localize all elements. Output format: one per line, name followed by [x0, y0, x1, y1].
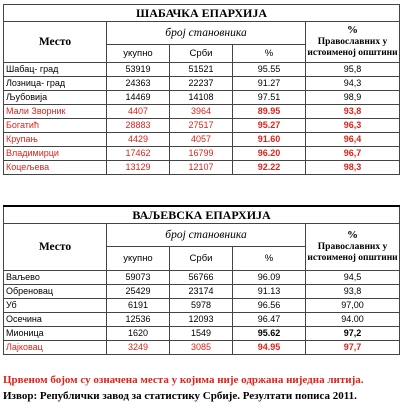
- percent-cell: 97.51: [233, 91, 306, 105]
- percent-cell: 91.27: [233, 77, 306, 91]
- table-sabac-eparchy: [3, 4, 400, 175]
- place-cell: Богатић: [4, 119, 107, 133]
- percent-cell: 95.55: [233, 63, 306, 77]
- place-cell: Коцељева: [4, 161, 107, 175]
- place-header: Место: [4, 224, 107, 271]
- serbs-cell: 14108: [170, 91, 233, 105]
- total-cell: 3249: [107, 341, 170, 355]
- total-cell: 59073: [107, 271, 170, 285]
- total-cell: 4429: [107, 133, 170, 147]
- percent-cell: 91.13: [233, 285, 306, 299]
- place-cell: Крупањ: [4, 133, 107, 147]
- source-note: Извор: Републички завод за статистику Србије. Резултати пописа 2011.: [3, 390, 357, 402]
- place-cell: Љубовија: [4, 91, 107, 105]
- table-row: [4, 119, 400, 133]
- serbs-cell: 12093: [170, 313, 233, 327]
- serbs-cell: 51521: [170, 63, 233, 77]
- orthodox-percent-cell: 97,2: [306, 327, 400, 341]
- percent-cell: 96.47: [233, 313, 306, 327]
- orthodox-percent-cell: 93,8: [306, 105, 400, 119]
- place-cell: Ваљево: [4, 271, 107, 285]
- percent-cell: 92.22: [233, 161, 306, 175]
- orthodox-percent-cell: 96,4: [306, 133, 400, 147]
- serbs-cell: 22237: [170, 77, 233, 91]
- place-cell: Лајковац: [4, 341, 107, 355]
- table-row: [4, 105, 400, 119]
- total-cell: 25429: [107, 285, 170, 299]
- place-cell: Шабац- град: [4, 63, 107, 77]
- serbs-cell: 4057: [170, 133, 233, 147]
- serbs-cell: 23174: [170, 285, 233, 299]
- table-title: ВАЉЕВСКА ЕПАРХИЈА: [4, 206, 400, 224]
- table-row: [4, 147, 400, 161]
- total-cell: 12536: [107, 313, 170, 327]
- total-cell: 13129: [107, 161, 170, 175]
- total-header: укупно: [107, 45, 170, 63]
- orthodox-percent-cell: 94,3: [306, 77, 400, 91]
- serbs-cell: 3085: [170, 341, 233, 355]
- table-row: [4, 77, 400, 91]
- orthodox-percent-symbol: %: [347, 229, 359, 241]
- serbs-cell: 16799: [170, 147, 233, 161]
- percent-cell: 91.60: [233, 133, 306, 147]
- serbs-cell: 27517: [170, 119, 233, 133]
- place-cell: Мали Зворник: [4, 105, 107, 119]
- orthodox-percent-cell: 96,3: [306, 119, 400, 133]
- serbs-cell: 5978: [170, 299, 233, 313]
- percent-cell: 95.62: [233, 327, 306, 341]
- serbs-cell: 56766: [170, 271, 233, 285]
- serbs-cell: 3964: [170, 105, 233, 119]
- table-row: [4, 133, 400, 147]
- place-cell: Осечина: [4, 313, 107, 327]
- orthodox-percent-cell: 95,8: [306, 63, 400, 77]
- place-cell: Владимирци: [4, 147, 107, 161]
- orthodox-percent-cell: 96,7: [306, 147, 400, 161]
- place-cell: Обреновац: [4, 285, 107, 299]
- orthodox-percent-cell: 98,9: [306, 91, 400, 105]
- red-color-note: Црвеном бојом су означена места у којима није одржана ниједна литија.: [3, 374, 364, 386]
- table-row: [4, 341, 400, 355]
- total-cell: 17462: [107, 147, 170, 161]
- table-row: [4, 327, 400, 341]
- serbs-header: Срби: [170, 247, 233, 271]
- total-cell: 1620: [107, 327, 170, 341]
- population-header: број становника: [107, 224, 306, 247]
- percent-cell: 89.95: [233, 105, 306, 119]
- orthodox-percent-cell: 98,3: [306, 161, 400, 175]
- total-header: укупно: [107, 247, 170, 271]
- table-row: [4, 271, 400, 285]
- percent-cell: 94.95: [233, 341, 306, 355]
- table-row: [4, 285, 400, 299]
- orthodox-percent-header: [306, 22, 400, 63]
- total-cell: 4407: [107, 105, 170, 119]
- percent-cell: 96.56: [233, 299, 306, 313]
- serbs-header: Срби: [170, 45, 233, 63]
- serbs-cell: 12107: [170, 161, 233, 175]
- total-cell: 6191: [107, 299, 170, 313]
- orthodox-percent-text: Православних у истоименој општини: [307, 37, 398, 58]
- population-header: број становника: [107, 22, 306, 45]
- table-valjevo-eparchy: [3, 205, 400, 355]
- orthodox-percent-cell: 97,00: [306, 299, 400, 313]
- place-cell: Уб: [4, 299, 107, 313]
- percent-cell: 96.09: [233, 271, 306, 285]
- orthodox-percent-cell: 94,5: [306, 271, 400, 285]
- table-row: [4, 161, 400, 175]
- place-cell: Лозница- град: [4, 77, 107, 91]
- table-row: [4, 299, 400, 313]
- orthodox-percent-header: [306, 224, 400, 271]
- serbs-cell: 1549: [170, 327, 233, 341]
- total-cell: 24363: [107, 77, 170, 91]
- total-cell: 53919: [107, 63, 170, 77]
- table-title: ШАБАЧКА ЕПАРХИЈА: [4, 5, 400, 22]
- orthodox-percent-text: Православних у истоименој општини: [307, 242, 398, 263]
- percent-header: %: [233, 247, 306, 271]
- place-cell: Мионица: [4, 327, 107, 341]
- orthodox-percent-cell: 97,7: [306, 341, 400, 355]
- total-cell: 14469: [107, 91, 170, 105]
- orthodox-percent-cell: 93,8: [306, 285, 400, 299]
- orthodox-percent-symbol: %: [347, 24, 359, 36]
- orthodox-percent-cell: 94.00: [306, 313, 400, 327]
- percent-cell: 95.27: [233, 119, 306, 133]
- table-row: [4, 91, 400, 105]
- percent-cell: 96.20: [233, 147, 306, 161]
- table-row: [4, 63, 400, 77]
- total-cell: 28883: [107, 119, 170, 133]
- table-row: [4, 313, 400, 327]
- place-header: Место: [4, 22, 107, 63]
- percent-header: %: [233, 45, 306, 63]
